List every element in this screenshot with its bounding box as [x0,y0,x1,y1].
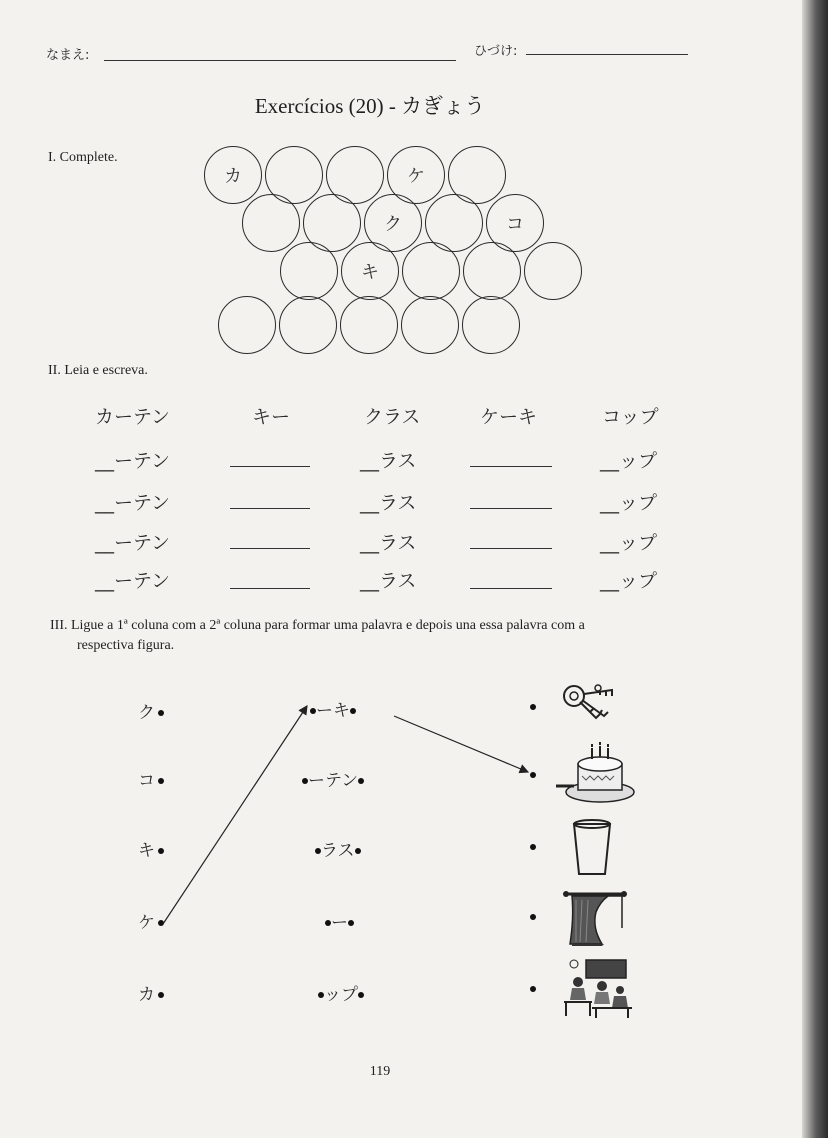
circle-cell: ク [364,194,422,252]
word-header: キー [252,406,291,428]
col1-char: ケ [138,913,155,933]
col1-char: キ [138,841,155,861]
name-label: なまえ: [46,48,90,63]
col2-text: ラス [321,841,355,861]
col1-char: ク [138,703,155,723]
example-line-cake [394,716,528,772]
col2-text: ップ [324,985,358,1005]
practice-class[interactable]: __ラス [360,570,417,592]
page-number: 119 [369,1064,391,1079]
curtain-icon [562,888,628,948]
word-header: コップ [602,406,659,428]
word-header: ケーキ [480,406,538,428]
section3-label-line1: III. Ligue a 1ª coluna com a 2ª coluna para formar uma palavra e depois una essa palavra com a [50,618,585,633]
circle-cell: カ [204,146,262,204]
practice-curtain[interactable]: __ーテン [95,492,171,514]
word-header: クラス [364,406,421,428]
circle-cell: ケ [387,146,445,204]
practice-cup[interactable]: __ップ [600,532,658,554]
practice-class[interactable]: __ラス [360,532,417,554]
classroom-icon [562,956,634,1020]
example-line-ke [163,706,307,924]
word-header: カーテン [95,406,171,428]
practice-class[interactable]: __ラス [360,450,417,472]
cup-icon [570,818,614,878]
circle-cell: コ [486,194,544,252]
col2-text: ーキ [316,701,350,721]
date-label: ひづけ: [474,44,518,59]
page-title: Exercícios (20) - カぎょう [254,94,486,118]
practice-curtain[interactable]: __ーテン [95,570,171,592]
section1-label: I. Complete. [48,150,118,165]
col2-text: ー [331,913,348,933]
practice-cup[interactable]: __ップ [600,492,658,514]
cake-icon [552,742,638,808]
keys-icon [560,680,624,728]
practice-cup[interactable]: __ップ [600,450,658,472]
col1-char: コ [138,771,155,791]
circle-cell: キ [341,242,399,300]
col1-char: カ [138,985,155,1005]
section3-label-line2: respectiva figura. [77,638,175,653]
practice-curtain[interactable]: __ーテン [95,532,171,554]
practice-curtain[interactable]: __ーテン [95,450,171,472]
section2-label: II. Leia e escreva. [48,363,148,378]
practice-cup[interactable]: __ップ [600,570,658,592]
col2-text: ーテン [308,771,359,791]
practice-class[interactable]: __ラス [360,492,417,514]
